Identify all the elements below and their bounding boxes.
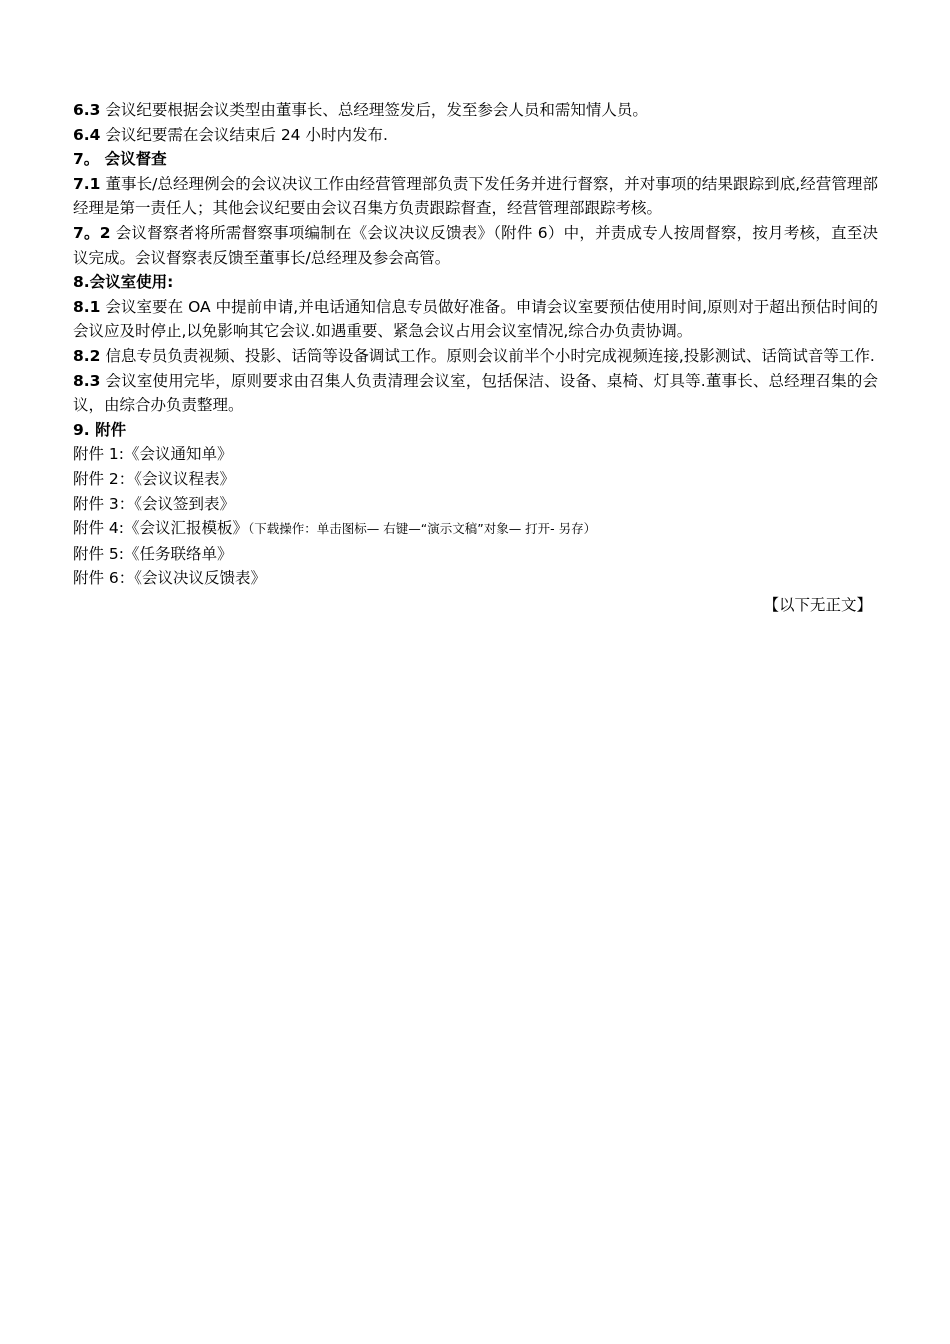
- attachment-label: 附件 1:《会议通知单》: [73, 445, 233, 464]
- attachment-item-3: [73, 492, 878, 517]
- clause-text: 会议室要在 OA 中提前申请,并电话通知信息专员做好准备。申请会议室要预估使用时间,原则对于超出预估时间的会议应及时停止,以免影响其它会议.如遇重要、紧急会议占用会议室情况,综合办负责协调。: [73, 297, 878, 341]
- clause-text: 会议室使用完毕，原则要求由召集人负责清理会议室，包括保洁、设备、桌椅、灯具等.董事长、总经理召集的会议，由综合办负责整理。: [73, 371, 878, 415]
- attachment-item-6: [73, 566, 878, 591]
- clause-text: 会议督察者将所需督察事项编制在《会议决议反馈表》（附件 6）中，并责成专人按周督察，按月考核，直至决议完成。会议督察表反馈至董事长/总经理及参会高管。: [73, 223, 878, 267]
- section-heading-7: 7。 会议督查: [73, 150, 167, 169]
- attachment-label: 附件 3：《会议签到表》: [73, 494, 236, 513]
- clause-number: 8.1: [73, 297, 101, 316]
- clause-7-2: [73, 221, 878, 270]
- section-heading-8: 8.会议室使用:: [73, 273, 174, 292]
- attachment-label: 附件 4:《会议汇报模板》: [73, 519, 249, 538]
- attachment-item-4: [73, 516, 878, 542]
- attachment-label: 附件 6：《会议决议反馈表》: [73, 569, 267, 588]
- attachment-label: 附件 5:《任务联络单》: [73, 544, 233, 563]
- attachment-item-1: [73, 442, 878, 467]
- end-of-text-mark: 【以下无正文】: [763, 595, 872, 614]
- clause-8-3: [73, 369, 878, 418]
- section-heading-9: 9. 附件: [73, 420, 127, 439]
- clause-text: 会议纪要需在会议结束后 24 小时内发布.: [100, 125, 388, 144]
- clause-number: 6.4: [73, 125, 101, 144]
- clause-text: 会议纪要根据会议类型由董事长、总经理签发后，发至参会人员和需知情人员。: [100, 101, 648, 119]
- clause-number: 7.1: [73, 174, 101, 193]
- clause-number: 6.3: [73, 101, 101, 119]
- clause-6-3: [73, 98, 878, 123]
- clause-number: 8.3: [73, 371, 101, 390]
- clause-8-2: [73, 344, 878, 369]
- clause-number: 8.2: [73, 346, 101, 365]
- attachment-item-5: [73, 542, 878, 567]
- clause-7-1: [73, 172, 878, 221]
- clause-6-4: [73, 123, 878, 148]
- attachment-download-note: （下载操作：单击图标— 右键—“演示文稿”对象— 打开- 另存）: [248, 521, 597, 537]
- attachment-item-2: [73, 467, 878, 492]
- clause-number: 7。2: [73, 223, 111, 242]
- attachment-label: 附件 2：《会议议程表》: [73, 469, 236, 488]
- clause-8-1: [73, 295, 878, 344]
- clause-text: 董事长/总经理例会的会议决议工作由经营管理部负责下发任务并进行督察，并对事项的结果跟踪到底,经营管理部经理是第一责任人；其他会议纪要由会议召集方负责跟踪督查，经营管理部跟踪考核。: [73, 174, 878, 218]
- clause-text: 信息专员负责视频、投影、话筒等设备调试工作。原则会议前半个小时完成视频连接,投影测试、话筒试音等工作.: [100, 346, 875, 365]
